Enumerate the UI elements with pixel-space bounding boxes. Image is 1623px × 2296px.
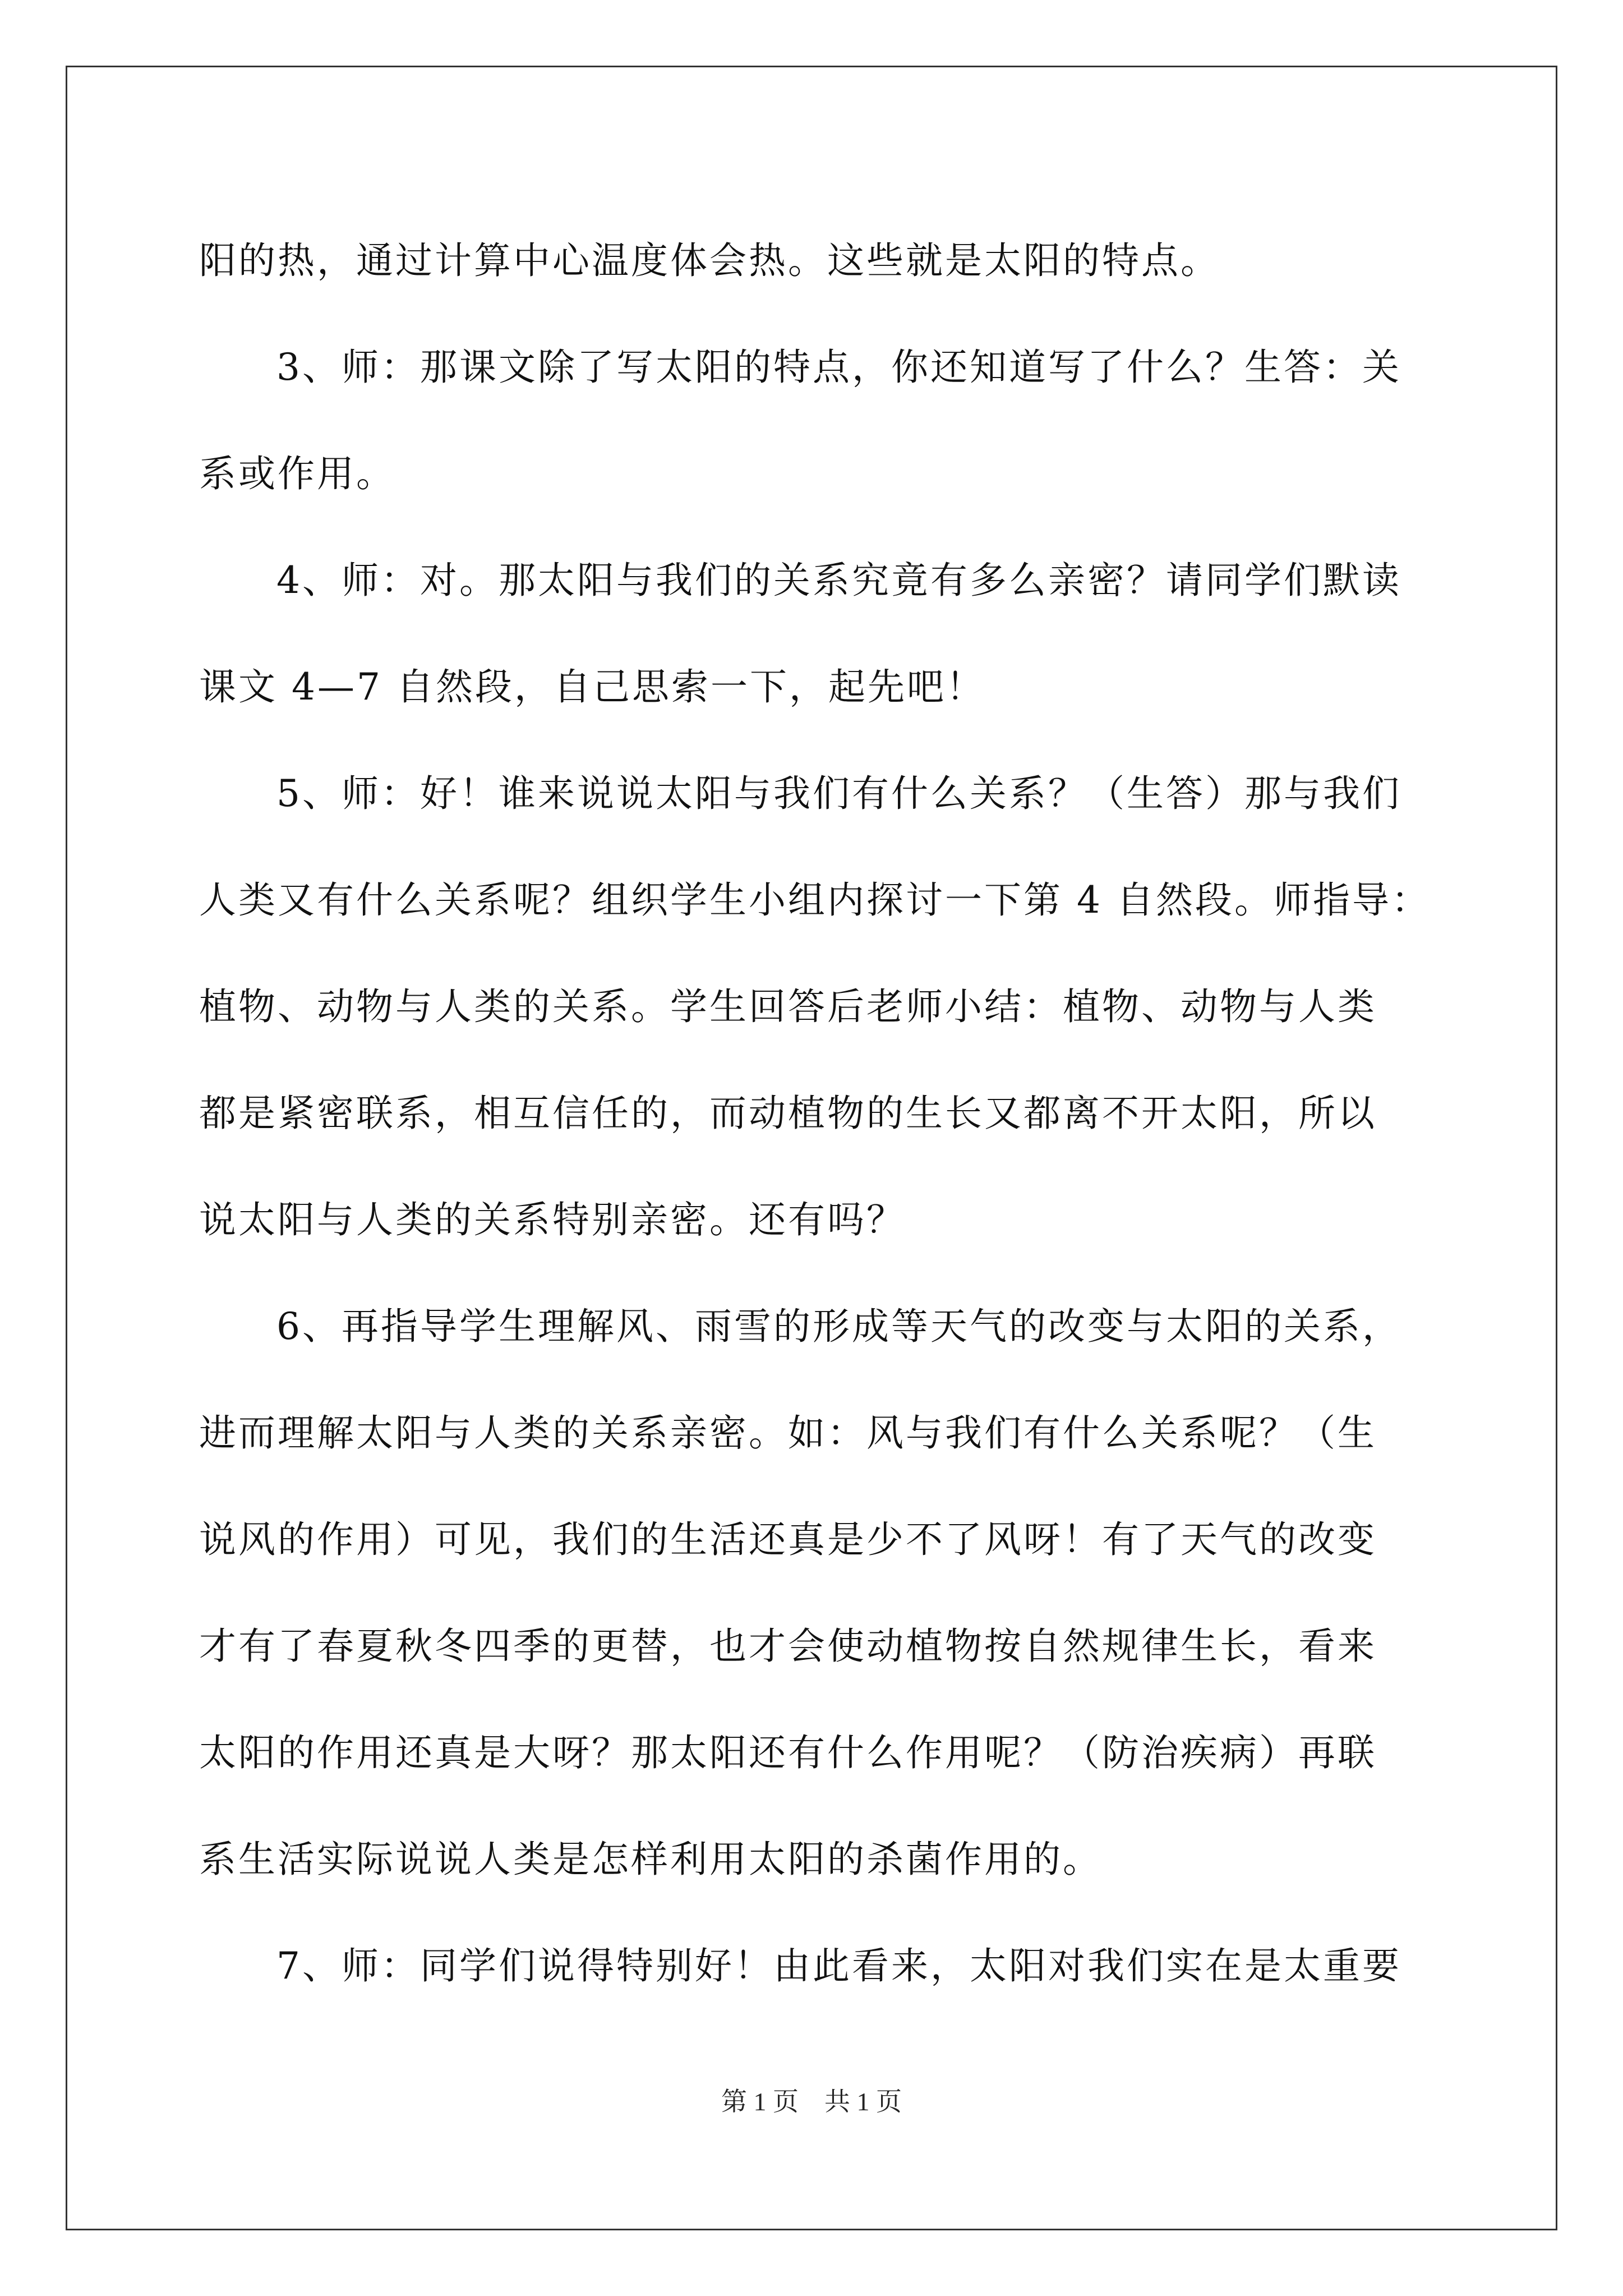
text-line: 6、再指导学生理解风、雨雪的形成等天气的改变与太阳的关系， [276,1305,1401,1348]
text-line: 才有了春夏秋冬四季的更替，也才会使动植物按自然规律生长，看来 [199,1625,1377,1668]
text-line: 进而理解太阳与人类的关系亲密。如：风与我们有什么关系呢？（生 [199,1411,1377,1455]
text-line: 4、师：对。那太阳与我们的关系究竟有多么亲密？请同学们默读 [276,559,1401,602]
text-line: 系或作用。 [199,452,395,495]
page-number-footer: 第 1 页 共 1 页 [721,2087,902,2116]
document-body [199,208,1431,2019]
text-line: 系生活实际说说人类是怎样利用太阳的杀菌作用的。 [199,1838,1102,1881]
text-line: 课文 4—7 自然段，自己思索一下，起先吧！ [199,665,985,708]
text-line: 人类又有什么关系呢？组织学生小组内探讨一下第 4 自然段。师指导： [199,878,1431,922]
text-line: 太阳的作用还真是大呀？那太阳还有什么作用呢？（防治疾病）再联 [199,1731,1377,1774]
text-line: 说风的作用）可见，我们的生活还真是少不了风呀！有了天气的改变 [199,1518,1377,1561]
text-line: 3、师：那课文除了写太阳的特点，你还知道写了什么？生答：关 [276,346,1401,389]
text-line: 植物、动物与人类的关系。学生回答后老师小结：植物、动物与人类 [199,985,1377,1028]
text-line: 都是紧密联系，相互信任的，而动植物的生长又都离不开太阳，所以 [199,1092,1377,1135]
text-line: 说太阳与人类的关系特别亲密。还有吗？ [199,1198,906,1241]
text-line: 阳的热，通过计算中心温度体会热。这些就是太阳的特点。 [199,239,1220,282]
text-line: 5、师：好！谁来说说太阳与我们有什么关系？（生答）那与我们 [276,772,1401,815]
text-line: 7、师：同学们说得特别好！由此看来，太阳对我们实在是太重要 [276,1944,1401,1987]
